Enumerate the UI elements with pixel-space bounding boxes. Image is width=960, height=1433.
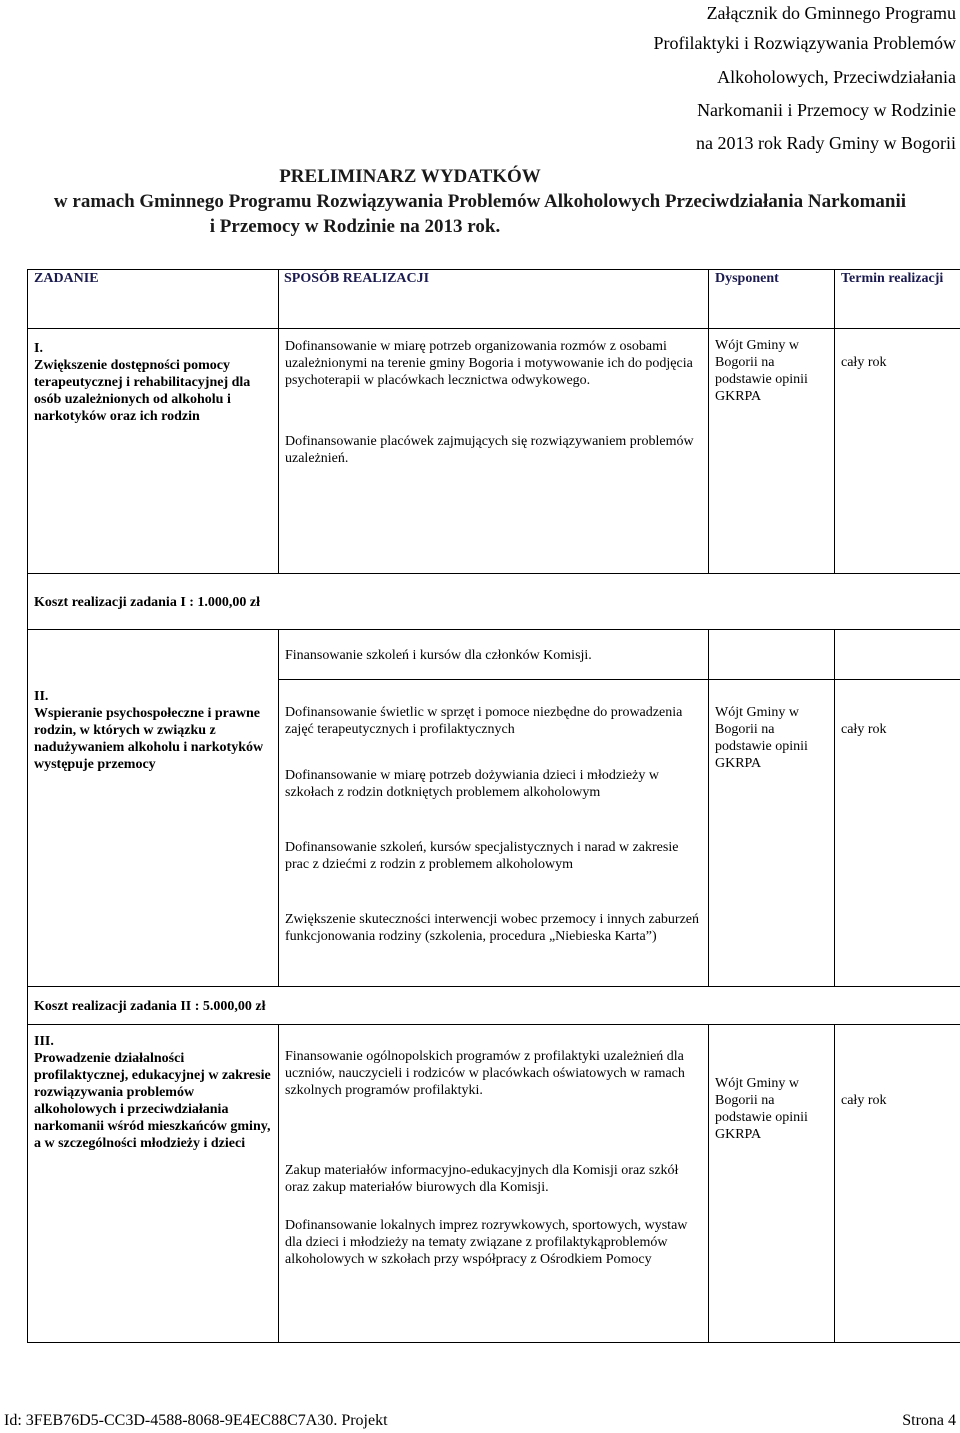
page-number: Strona 4	[902, 1412, 956, 1429]
task-1-cost: Koszt realizacji zadania I : 1.000,00 zł	[28, 574, 960, 630]
header-sposob: SPOSÓB REALIZACJI	[279, 270, 709, 329]
header-zadanie: ZADANIE	[28, 270, 279, 329]
task-row-3	[28, 1025, 960, 1343]
task-row-2-pre	[28, 630, 960, 680]
attachment-line-1: Załącznik do Gminnego Programu	[706, 3, 956, 23]
task-1-number: I.	[34, 341, 43, 356]
task-3-method-1: Finansowanie ogólnopolskich programów z profilaktyki uzależnień dla uczniów, nauczycieli i rodziców w placówkach oświatowych w ramach szkolnych programów profilaktyki.	[285, 1049, 685, 1098]
table-header-row	[28, 270, 960, 329]
header-termin: Termin realizacji	[835, 270, 960, 329]
task-2-cost: Koszt realizacji zadania II : 5.000,00 zł	[28, 987, 960, 1025]
task-2-number: II.	[34, 688, 49, 704]
header-dysponent: Dysponent	[709, 270, 835, 329]
task-3-number: III.	[34, 1034, 54, 1049]
task-2-method-2: Dofinansowanie w miarę potrzeb dożywiania dzieci i młodzieży w szkołach z rodzin dotkniętych problemem alkoholowym	[285, 768, 659, 800]
task-1-dysponent: Wójt Gminy w Bogorii na podstawie opinii GKRPA	[709, 329, 835, 574]
document-subtitle-1: w ramach Gminnego Programu Rozwiązywania Problemów Alkoholowych Przeciwdziałania Narkomanii	[53, 191, 907, 212]
task-row-2	[28, 680, 960, 987]
document-id: Id: 3FEB76D5-CC3D-4588-8068-9E4EC88C7A30. Projekt	[4, 1412, 388, 1429]
document-title: PRELIMINARZ WYDATKÓW	[279, 166, 541, 187]
task-2-termin: cały rok	[835, 680, 960, 987]
task-1-name: Zwiększenie dostępności pomocy terapeutycznej i rehabilitacyjnej dla osób uzależnionych od alkoholu i narkotyków oraz ich rodzin	[34, 358, 251, 424]
task-2-dysponent: Wójt Gminy w Bogorii na podstawie opinii GKRPA	[709, 680, 835, 987]
cost-row-2	[28, 987, 960, 1025]
task-row-1	[28, 329, 960, 574]
cost-row-1	[28, 574, 960, 630]
task-1-method-1: Dofinansowanie w miarę potrzeb organizowania rozmów z osobami uzależnionymi na terenie gminy Bogoria i motywowanie ich do podjęcia psychoterapii w placówkach lecznictwa odwykowego.	[285, 339, 693, 388]
task-3-termin: cały rok	[835, 1025, 960, 1343]
document-subtitle-2: i Przemocy w Rodzinie na 2013 rok.	[209, 216, 501, 237]
attachment-line-5: na 2013 rok Rady Gminy w Bogorii	[696, 133, 956, 153]
task-3-dysponent: Wójt Gminy w Bogorii na podstawie opinii GKRPA	[709, 1025, 835, 1343]
attachment-line-4: Narkomanii i Przemocy w Rodzinie	[697, 100, 956, 120]
task-2-method-3: Dofinansowanie szkoleń, kursów specjalistycznych i narad w zakresie prac z dziećmi z rodzin z problemem alkoholowym	[285, 840, 679, 872]
task-3-name: Prowadzenie działalności profilaktycznej, edukacyjnej w zakresie rozwiązywania problemów alkoholowych i przeciwdziałania narkomanii wśród mieszkańców gminy, a w szczególności młodzieży i dzieci	[34, 1051, 271, 1151]
attachment-line-2: Profilaktyki i Rozwiązywania Problemów	[653, 33, 956, 53]
budget-table	[27, 269, 960, 1343]
task-2-method-1: Dofinansowanie świetlic w sprzęt i pomoce niezbędne do prowadzenia zajęć terapeutycznych i profilaktycznych	[285, 705, 683, 737]
task-1-method-2: Dofinansowanie placówek zajmujących się rozwiązywaniem problemów uzależnień.	[285, 434, 694, 466]
task-3-method-3: Dofinansowanie lokalnych imprez rozrywkowych, sportowych, wystaw dla dzieci i młodzieży na tematy związane z profilaktykąproblemów alkoholowych w szkołach przy współpracy z Ośrodkiem Pomocy	[285, 1218, 688, 1267]
attachment-line-3: Alkoholowych, Przeciwdziałania	[717, 67, 956, 87]
task-2-name: Wspieranie psychospołeczne i prawne rodzin, w których w związku z nadużywaniem alkoholu i narkotyków występuje przemocy	[34, 705, 264, 772]
task-2-pre-method: Finansowanie szkoleń i kursów dla członków Komisji.	[279, 630, 709, 680]
task-2-method-4: Zwiększenie skuteczności interwencji wobec przemocy i innych zaburzeń funkcjonowania rodziny (szkolenia, procedura „Niebieska Karta”)	[285, 912, 699, 944]
task-3-method-2: Zakup materiałów informacyjno-edukacyjnych dla Komisji oraz szkół oraz zakup materiałów biurowych dla Komisji.	[285, 1163, 679, 1195]
task-1-termin: cały rok	[835, 329, 960, 574]
